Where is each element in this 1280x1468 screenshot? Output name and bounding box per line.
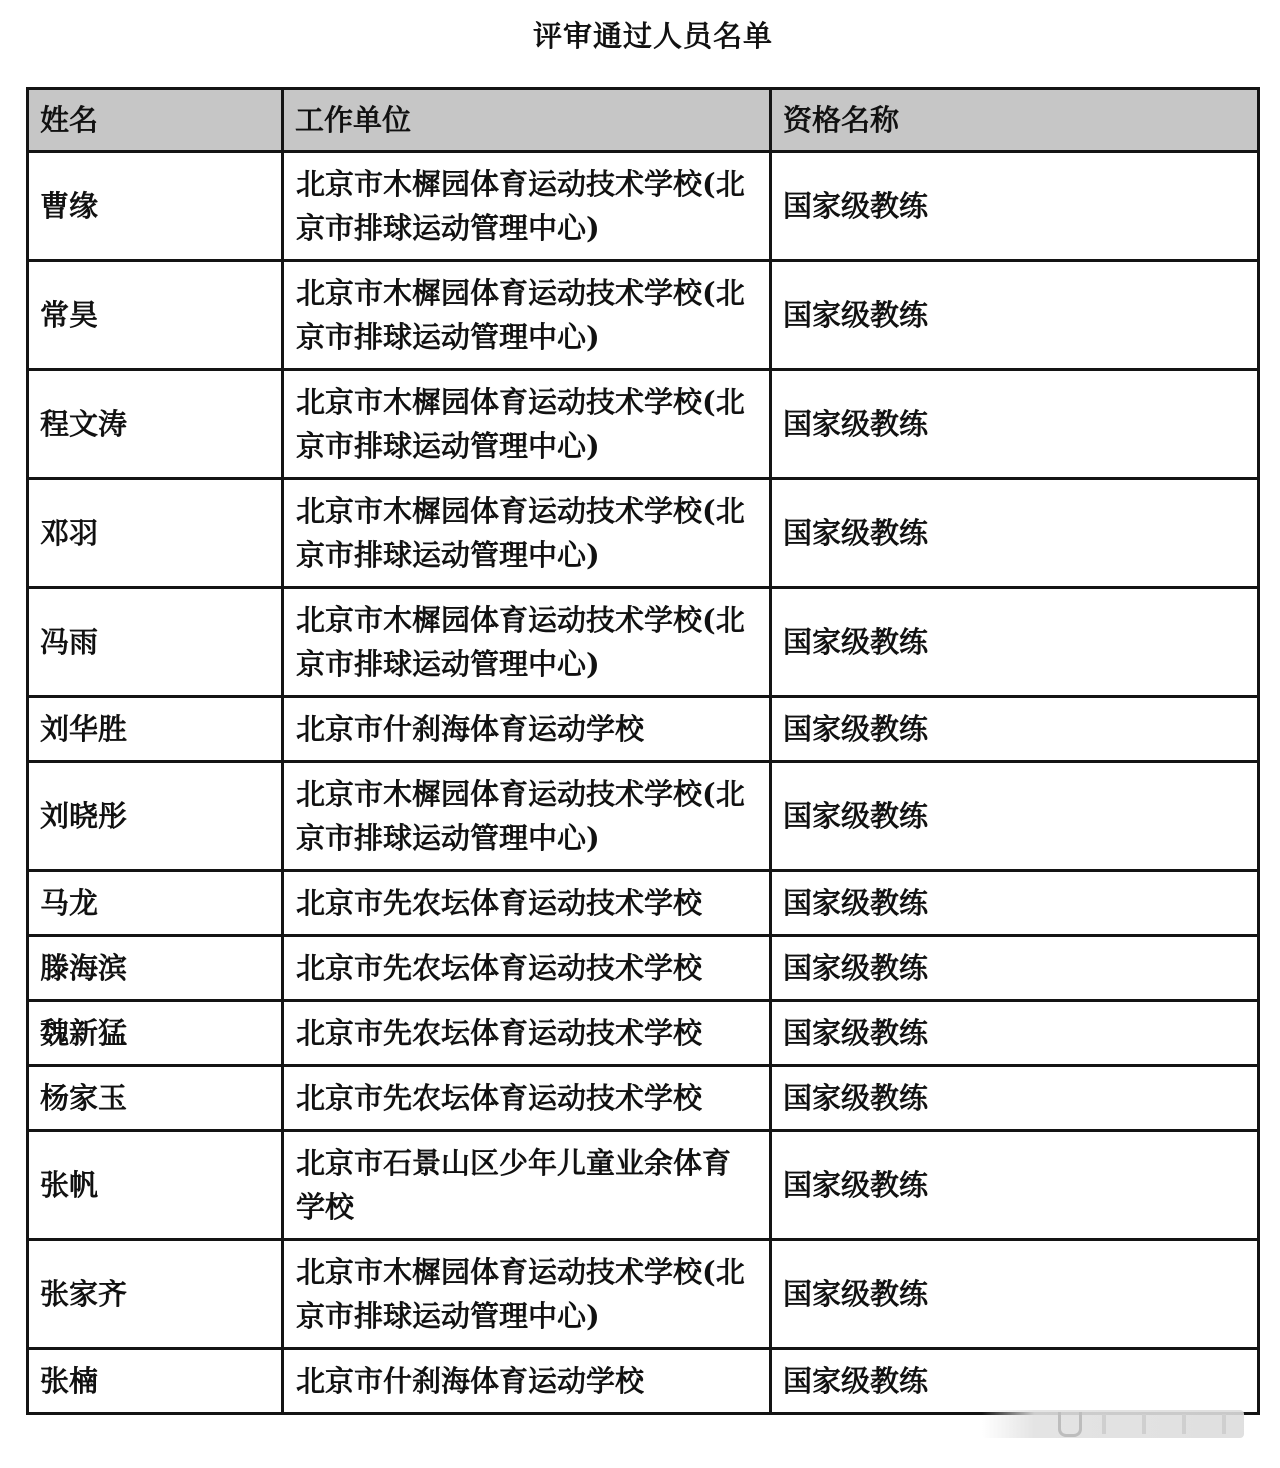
name-cell: 刘晓彤 xyxy=(28,762,283,871)
page-title: 评审通过人员名单 xyxy=(532,19,773,53)
column-header-qualification: 资格名称 xyxy=(771,89,1259,152)
personnel-table xyxy=(26,87,1260,1415)
table-row xyxy=(28,370,1259,479)
qualification-cell: 国家级教练 xyxy=(771,152,1259,261)
qualification-cell: 国家级教练 xyxy=(771,479,1259,588)
unit-cell: 北京市先农坛体育运动技术学校 xyxy=(283,871,771,936)
qualification-cell: 国家级教练 xyxy=(771,697,1259,762)
name-cell: 张帆 xyxy=(28,1131,283,1240)
column-header-unit: 工作单位 xyxy=(283,89,771,152)
column-header-name: 姓名 xyxy=(28,89,283,152)
table-row xyxy=(28,1349,1259,1414)
qualification-cell: 国家级教练 xyxy=(771,871,1259,936)
name-cell: 曹缘 xyxy=(28,152,283,261)
name-cell: 魏新猛 xyxy=(28,1001,283,1066)
watermark-bar-icon xyxy=(1142,1414,1146,1434)
qualification-cell: 国家级教练 xyxy=(771,936,1259,1001)
unit-cell: 北京市石景山区少年儿童业余体育学校 xyxy=(283,1131,771,1240)
unit-cell: 北京市木樨园体育运动技术学校(北京市排球运动管理中心) xyxy=(283,479,771,588)
qualification-cell: 国家级教练 xyxy=(771,762,1259,871)
table-row xyxy=(28,479,1259,588)
unit-cell: 北京市木樨园体育运动技术学校(北京市排球运动管理中心) xyxy=(283,588,771,697)
unit-cell: 北京市先农坛体育运动技术学校 xyxy=(283,1001,771,1066)
name-cell: 滕海滨 xyxy=(28,936,283,1001)
table-row xyxy=(28,1240,1259,1349)
unit-cell: 北京市先农坛体育运动技术学校 xyxy=(283,1066,771,1131)
unit-cell: 北京市木樨园体育运动技术学校(北京市排球运动管理中心) xyxy=(283,1240,771,1349)
table-row xyxy=(28,871,1259,936)
name-cell: 张楠 xyxy=(28,1349,283,1414)
name-cell: 程文涛 xyxy=(28,370,283,479)
table-row xyxy=(28,697,1259,762)
table-header-row xyxy=(28,89,1259,152)
qualification-cell: 国家级教练 xyxy=(771,370,1259,479)
watermark-bar-icon xyxy=(1222,1414,1226,1434)
unit-cell: 北京市木樨园体育运动技术学校(北京市排球运动管理中心) xyxy=(283,370,771,479)
table-header xyxy=(28,89,1259,152)
name-cell: 冯雨 xyxy=(28,588,283,697)
unit-cell: 北京市木樨园体育运动技术学校(北京市排球运动管理中心) xyxy=(283,152,771,261)
name-cell: 马龙 xyxy=(28,871,283,936)
unit-cell: 北京市什刹海体育运动学校 xyxy=(283,1349,771,1414)
name-cell: 张家齐 xyxy=(28,1240,283,1349)
qualification-cell: 国家级教练 xyxy=(771,588,1259,697)
qualification-cell: 国家级教练 xyxy=(771,1131,1259,1240)
unit-cell: 北京市木樨园体育运动技术学校(北京市排球运动管理中心) xyxy=(283,261,771,370)
table-body xyxy=(28,152,1259,1414)
table-row xyxy=(28,261,1259,370)
unit-cell: 北京市木樨园体育运动技术学校(北京市排球运动管理中心) xyxy=(283,762,771,871)
qualification-cell: 国家级教练 xyxy=(771,1240,1259,1349)
table-row xyxy=(28,1001,1259,1066)
name-cell: 常昊 xyxy=(28,261,283,370)
table-row xyxy=(28,762,1259,871)
watermark-cup-icon xyxy=(1058,1412,1082,1437)
table-row xyxy=(28,588,1259,697)
name-cell: 杨家玉 xyxy=(28,1066,283,1131)
table-row xyxy=(28,152,1259,261)
qualification-cell: 国家级教练 xyxy=(771,261,1259,370)
qualification-cell: 国家级教练 xyxy=(771,1001,1259,1066)
table-row xyxy=(28,1131,1259,1240)
watermark-bar-icon xyxy=(1182,1414,1186,1434)
table-row xyxy=(28,1066,1259,1131)
table-row xyxy=(28,936,1259,1001)
qualification-cell: 国家级教练 xyxy=(771,1066,1259,1131)
unit-cell: 北京市先农坛体育运动技术学校 xyxy=(283,936,771,1001)
name-cell: 刘华胜 xyxy=(28,697,283,762)
name-cell: 邓羽 xyxy=(28,479,283,588)
qualification-cell: 国家级教练 xyxy=(771,1349,1259,1414)
watermark-bar-icon xyxy=(1102,1414,1106,1434)
unit-cell: 北京市什刹海体育运动学校 xyxy=(283,697,771,762)
watermark-overlay xyxy=(982,1410,1244,1438)
